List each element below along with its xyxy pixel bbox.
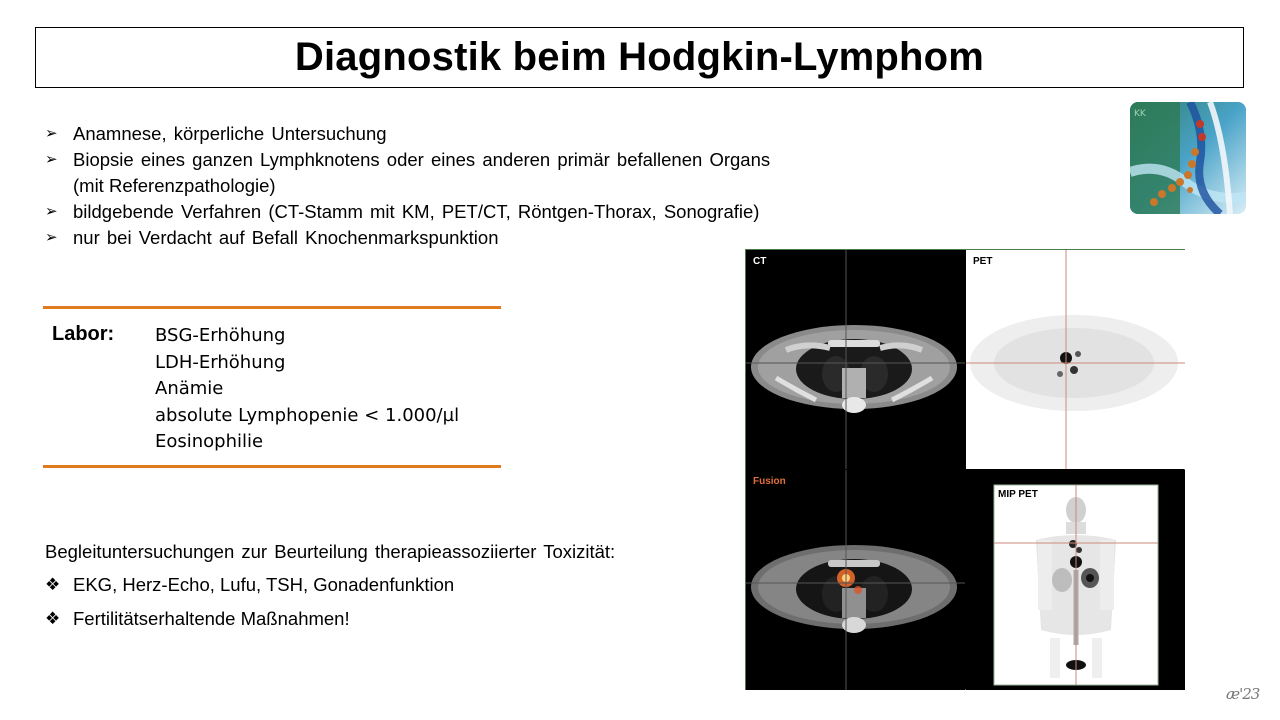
arrow-bullet-icon: ➢ [45,125,58,142]
labor-item: Eosinophilie [155,431,264,452]
labor-list [155,323,459,456]
arrow-bullet-icon: ➢ [45,229,58,246]
footer-logo: æ'23 [1226,685,1260,703]
arrow-bullet-icon: ➢ [45,151,58,168]
begleit-heading: Begleituntersuchungen zur Beurteilung therapieassoziierter Toxizität: [45,541,616,562]
labor-item: Anämie [155,378,224,399]
fusion-panel [746,470,965,690]
begleit-item-text: EKG, Herz-Echo, Lufu, TSH, Gonadenfunktion [73,574,455,595]
begleit-item [45,574,454,596]
begleit-item [45,608,350,630]
labor-item: LDH-Erhöhung [155,351,286,373]
bullet-text: nur bei Verdacht auf Befall Knochenmarkspunktion [73,227,499,248]
labor-heading: Labor: [52,323,115,345]
labor-item: BSG-Erhöhung [155,325,286,346]
mip-pet-panel [966,470,1185,690]
bullet-continuation: (mit Referenzpathologie) [73,175,276,196]
slide-title: Diagnostik beim Hodgkin-Lymphom [294,35,985,79]
pet-panel [966,250,1185,469]
svg-text:KK: KK [1134,109,1146,119]
title-box [35,27,1244,88]
ct-panel [746,250,965,469]
labor-item: absolute Lymphopenie < 1.000/µl [155,404,460,426]
bullet-item [45,147,865,173]
bullet-list [45,121,865,251]
bullet-item [45,199,865,225]
begleit-item-text: Fertilitätserhaltende Maßnahmen! [73,608,350,629]
bullet-item [45,225,865,251]
bullet-text: Anamnese, körperliche Untersuchung [73,123,387,144]
pet-label: PET [973,256,993,267]
labor-box [43,306,501,468]
lymph-node-illustration [1130,102,1246,214]
bullet-item [45,121,865,147]
arrow-bullet-icon: ➢ [45,203,58,220]
fusion-label: Fusion [753,476,786,487]
pet-ct-scan-grid [745,249,1185,690]
bullet-text: bildgebende Verfahren (CT-Stamm mit KM, PET/CT, Röntgen-Thorax, Sonografie) [73,201,760,222]
diamond-bullet-icon: ❖ [45,609,61,628]
mip-pet-label: MIP PET [998,489,1038,500]
diamond-bullet-icon: ❖ [45,575,61,594]
bullet-text: Biopsie eines ganzen Lymphknotens oder eines anderen primär befallenen Organs [73,149,771,170]
ct-label: CT [753,256,767,267]
